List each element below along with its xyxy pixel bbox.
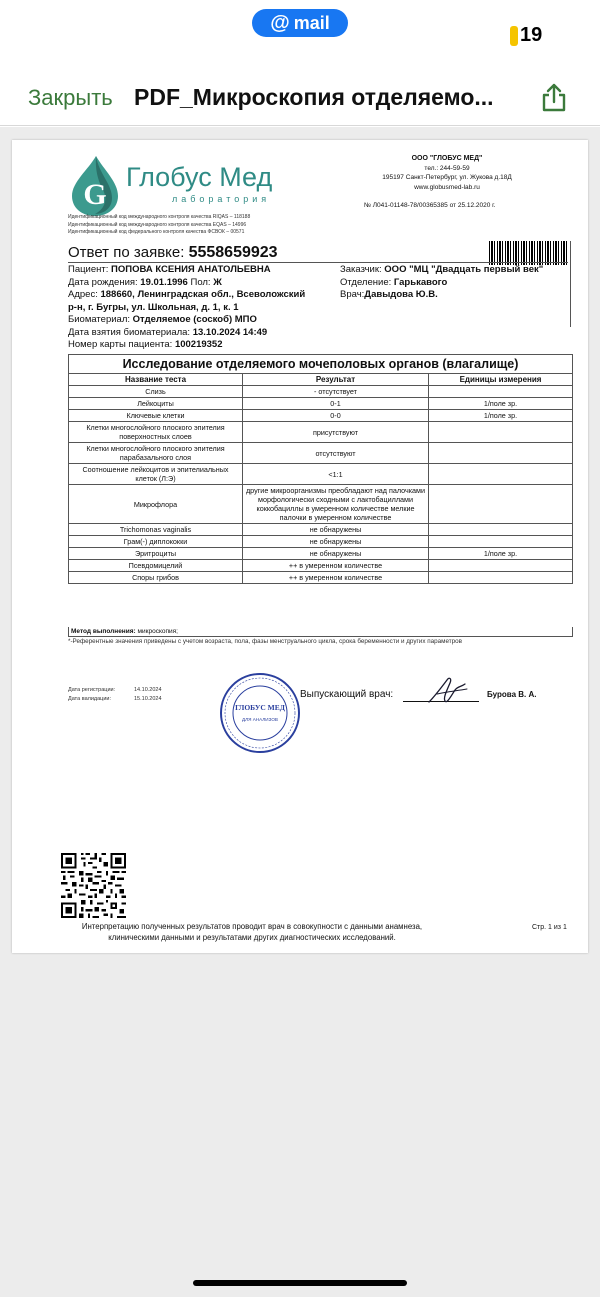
table-row [69, 560, 573, 572]
test-unit [429, 464, 573, 485]
test-result: 0-1 [243, 398, 429, 410]
test-result: присутствуют [243, 422, 429, 443]
logo-subtitle: лаборатория [172, 194, 271, 204]
qc-line: Идентификационный код международного контроля качества RIQAS – 118188 [68, 214, 251, 220]
field-label: Дата рождения: [68, 276, 138, 288]
close-button[interactable]: Закрыть [28, 85, 113, 110]
referring-doctor-value: Давыдова Ю.В. [364, 289, 438, 300]
answer-number: 5558659923 [188, 244, 278, 261]
pdf-page [12, 140, 588, 953]
dates-block [68, 686, 200, 703]
app-pill-label: mail [293, 12, 330, 33]
field-label: Дата валидации: [68, 695, 111, 702]
test-result: не обнаружены [243, 548, 429, 560]
results-table [68, 354, 573, 584]
card-number-value: 100219352 [174, 339, 223, 350]
test-name: Trichomonas vaginalis [69, 524, 243, 536]
pdf-viewer[interactable] [0, 127, 600, 1297]
org-site: www.globusmed-lab.ru [414, 183, 480, 191]
test-name: Ключевые клетки [69, 410, 243, 422]
test-unit: 1/поле зр. [429, 398, 573, 410]
biomaterial-value: Отделяемое (соскоб) МПО [132, 314, 257, 325]
test-unit [429, 386, 573, 398]
dob-value: 19.01.1996 [140, 276, 188, 288]
test-result: 0-0 [243, 410, 429, 422]
table-row [69, 524, 573, 536]
test-unit [429, 524, 573, 536]
org-name: ООО "ГЛОБУС МЕД" [411, 155, 483, 162]
test-name: Грам(-) диплококки [69, 536, 243, 548]
releasing-doctor-label: Выпускающий врач: [300, 689, 394, 700]
page-number: Стр. 1 из 1 [532, 924, 567, 931]
org-address: 195197 Санкт-Петербург, ул. Жукова д.18Д [382, 174, 512, 181]
table-row [69, 536, 573, 548]
answer-header [68, 244, 278, 262]
patient-block [68, 264, 305, 352]
address-value: 188660, Ленинградская обл., Всеволожский [100, 289, 306, 300]
test-name: Псевдомицелий [69, 560, 243, 572]
test-name: Споры грибов [69, 572, 243, 584]
field-label: Номер карты пациента: [68, 339, 173, 350]
validation-date: 15.10.2024 [134, 695, 162, 702]
home-indicator[interactable] [193, 1280, 407, 1286]
reference-footnote: *-Референтные значения приведены с учетом возраста, пола, фазы менструального цикла, срока беременности и других параметров [68, 638, 462, 645]
org-info [352, 154, 542, 192]
field-label: Пациент: [68, 264, 109, 275]
test-name: Клетки многослойного плоского эпителия поверхностных слоев [69, 422, 243, 443]
method-label: Метод выполнения: [71, 628, 136, 635]
nav-bar [0, 70, 600, 126]
battery-indicator [510, 24, 542, 47]
stamp-name: ГЛОБУС МЕД [235, 703, 285, 712]
table-row [69, 464, 573, 485]
test-unit: 1/поле зр. [429, 548, 573, 560]
test-result: - отсутствует [243, 386, 429, 398]
divider [68, 262, 568, 263]
field-label: Адрес: [68, 289, 98, 300]
table-title: Исследование отделяемого мочеполовых органов (влагалище) [68, 354, 573, 373]
test-name: Слизь [69, 386, 243, 398]
table-row [69, 485, 573, 524]
table-row [69, 410, 573, 422]
test-unit [429, 443, 573, 464]
share-icon [538, 82, 570, 114]
taken-date-value: 13.10.2024 14:49 [192, 326, 268, 338]
answer-label: Ответ по заявке: [68, 244, 185, 261]
address-value: р-н, г. Бугры, ул. Школьная, д. 1, к. 1 [68, 301, 239, 313]
test-unit [429, 485, 573, 524]
column-header: Единицы измерения [429, 374, 573, 386]
field-label: Дата взятия биоматериала: [68, 326, 191, 338]
note-line: клиническими данными и результатами других диагностических исследований. [108, 932, 396, 942]
field-label: Заказчик: [340, 264, 382, 275]
table-row [69, 422, 573, 443]
test-name: Эритроциты [69, 548, 243, 560]
test-result: отсутствуют [243, 443, 429, 464]
quality-codes [68, 214, 250, 237]
qr-code [61, 853, 126, 918]
customer-block [340, 264, 543, 302]
method-value: микроскопия; [137, 628, 178, 635]
test-unit: 1/поле зр. [429, 410, 573, 422]
table-row [69, 386, 573, 398]
method-row [68, 627, 573, 637]
test-unit [429, 422, 573, 443]
field-label: Биоматериал: [68, 314, 131, 325]
logo-drop-icon [66, 154, 124, 218]
test-unit [429, 560, 573, 572]
at-icon: @ [270, 11, 290, 34]
patient-name: ПОПОВА КСЕНИЯ АНАТОЛЬЕВНА [111, 264, 271, 275]
note-line: Интерпретацию полученных результатов проводит врач в совокупности с данными анамнеза, [81, 922, 423, 931]
sex-value: Ж [213, 276, 222, 288]
test-name: Клетки многослойного плоского эпителия парабазального слоя [69, 443, 243, 464]
test-result: не обнаружены [243, 524, 429, 536]
status-bar [0, 0, 600, 60]
signature [425, 674, 470, 708]
table-row [69, 548, 573, 560]
field-label: Отделение: [340, 276, 392, 288]
divider [570, 241, 571, 327]
customer-value: ООО "МЦ "Двадцать первый век" [384, 264, 544, 275]
releasing-doctor-name: Бурова В. А. [487, 690, 537, 699]
test-name: Соотношение лейкоцитов и эпителиальных клеток (Л:Э) [69, 464, 243, 485]
test-name: Микрофлора [69, 485, 243, 524]
document-title: PDF_Микроскопия отделяемо... [134, 84, 494, 110]
column-header: Результат [243, 374, 429, 386]
org-phone: тел.: 244-59-59 [424, 164, 470, 172]
stamp-subtitle: ДЛЯ АНАЛИЗОВ [242, 717, 278, 722]
table-row [69, 398, 573, 410]
department-value: Гарькавого [393, 276, 448, 288]
table-row [69, 443, 573, 464]
logo-name: Глобус Мед [126, 162, 273, 192]
battery-icon [510, 26, 518, 46]
interpretation-note [52, 922, 452, 943]
back-to-app-pill[interactable] [252, 9, 348, 37]
field-label: Врач: [340, 289, 365, 300]
test-result: ++ в умеренном количестве [243, 572, 429, 584]
license-number: № Л041-01148-78/00365385 от 25.12.2020 г. [364, 202, 496, 209]
table-row [69, 572, 573, 584]
battery-level: 19 [520, 24, 543, 46]
qc-line: Идентификационный код федерального контроля качества ФСВОК – 00571 [68, 229, 245, 235]
test-result: <1:1 [243, 464, 429, 485]
field-label: Пол: [190, 276, 211, 288]
test-name: Лейкоциты [69, 398, 243, 410]
test-unit [429, 536, 573, 548]
registration-date: 14.10.2024 [134, 687, 162, 693]
test-result: ++ в умеренном количестве [243, 560, 429, 572]
svg-text:G: G [83, 178, 107, 211]
test-unit [429, 572, 573, 584]
qc-line: Идентификационный код международного контроля качества EQAS – 14996 [68, 221, 247, 228]
test-result: другие микроорганизмы преобладают над палочками морфологически сходными с лактобациллами коккобациллы в умеренном количестве мелкие палочки в умеренном количестве [243, 485, 429, 524]
share-button[interactable] [538, 82, 570, 114]
field-label: Дата регистрации: [68, 687, 116, 693]
test-result: не обнаружены [243, 536, 429, 548]
column-header: Название теста [69, 374, 243, 386]
lab-logo [66, 154, 286, 218]
lab-stamp [219, 672, 301, 754]
